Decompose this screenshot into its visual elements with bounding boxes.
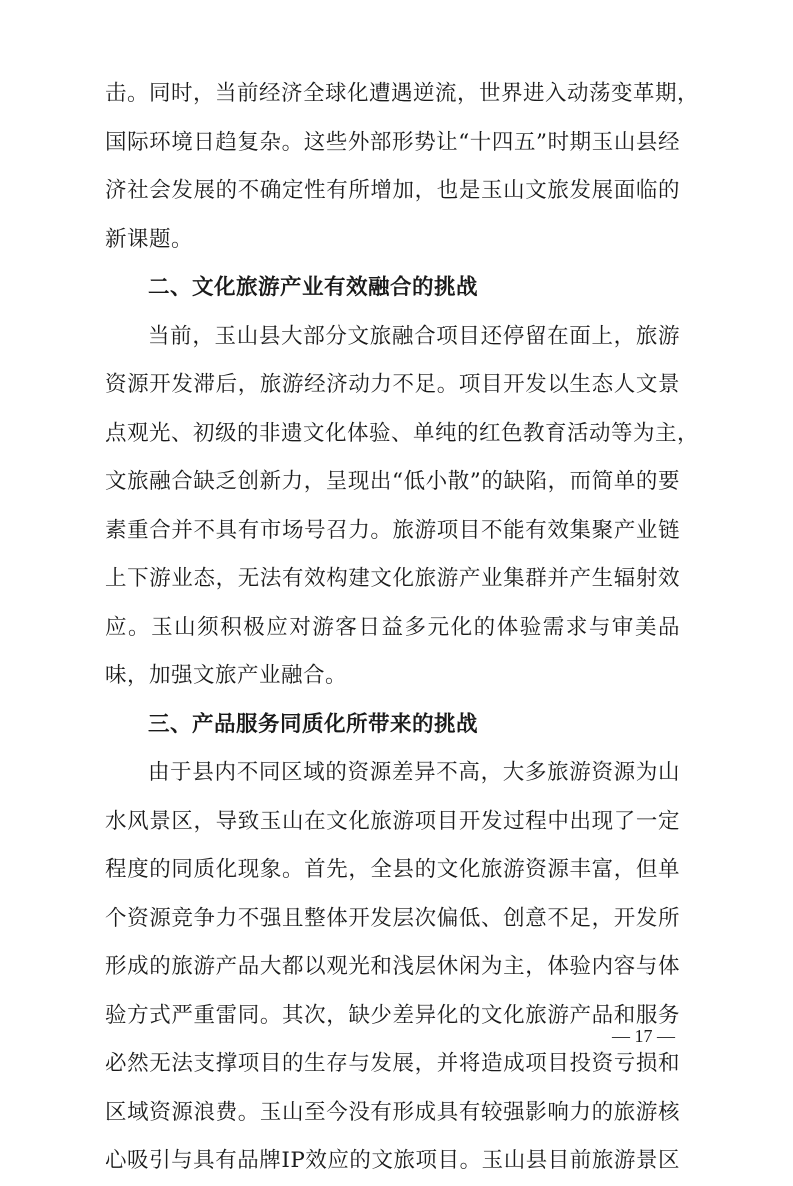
text-line: 当前，玉山县大部分文旅融合项目还停留在面上，旅游 [148,323,680,349]
text-line: 水风景区，导致玉山在文化旅游项目开发过程中出现了一定 [105,808,680,834]
text-line: 上下游业态，无法有效构建文化旅游产业集群并产生辐射效 [105,566,680,591]
section-3 [105,701,680,1186]
text-line: 区域资源浪费。玉山至今没有形成具有较强影响力的旅游核 [105,1099,680,1125]
text-line: 味，加强文旅产业融合。 [105,663,348,688]
text-line: 应。玉山须积极应对游客日益多元化的体验需求与审美品 [105,614,680,640]
text-line: 程度的同质化现象。首先，全县的文化旅游资源丰富，但单 [105,857,680,882]
section-2 [105,264,700,701]
text-line: 形成的旅游产品大都以观光和浅层休闲为主，体验内容与体 [105,954,680,979]
text-line: 资源开发滞后，旅游经济动力不足。项目开发以生态人文景 [105,372,680,397]
paragraph-intro [105,70,700,264]
document-page [105,70,700,1186]
section-3-heading: 三、产品服务同质化所带来的挑战 [148,711,479,737]
text-line: 必然无法支撑项目的生存与发展，并将造成项目投资亏损和 [105,1051,680,1076]
text-line: 由于县内不同区域的资源差异不高，大多旅游资源为山 [148,760,680,785]
text-line: 济社会发展的不确定性有所增加，也是玉山文旅发展面临的 [105,178,680,203]
text-line: 点观光、初级的非遗文化体验、单纯的红色教育活动等为主， [105,420,700,446]
text-line: 验方式严重雷同。其次，缺少差异化的文化旅游产品和服务 [105,1002,680,1028]
text-line: 个资源竞争力不强且整体开发层次偏低、创意不足，开发所 [105,905,680,931]
section-2-heading: 二、文化旅游产业有效融合的挑战 [148,275,479,300]
page-number: — 17 — [612,1026,675,1046]
text-line: 击。同时，当前经济全球化遭遇逆流，世界进入动荡变革期， [105,81,700,106]
text-line: 新课题。 [105,226,194,252]
text-line: 文旅融合缺乏创新力，呈现出“低小散”的缺陷，而简单的要 [105,469,680,494]
text-line: 素重合并不具有市场号召力。旅游项目不能有效集聚产业链 [105,517,680,543]
text-line: 心吸引与具有品牌IP效应的文旅项目。玉山县目前旅游景区 [105,1148,680,1173]
text-line: 国际环境日趋复杂。这些外部形势让“十四五”时期玉山县经 [105,129,680,155]
